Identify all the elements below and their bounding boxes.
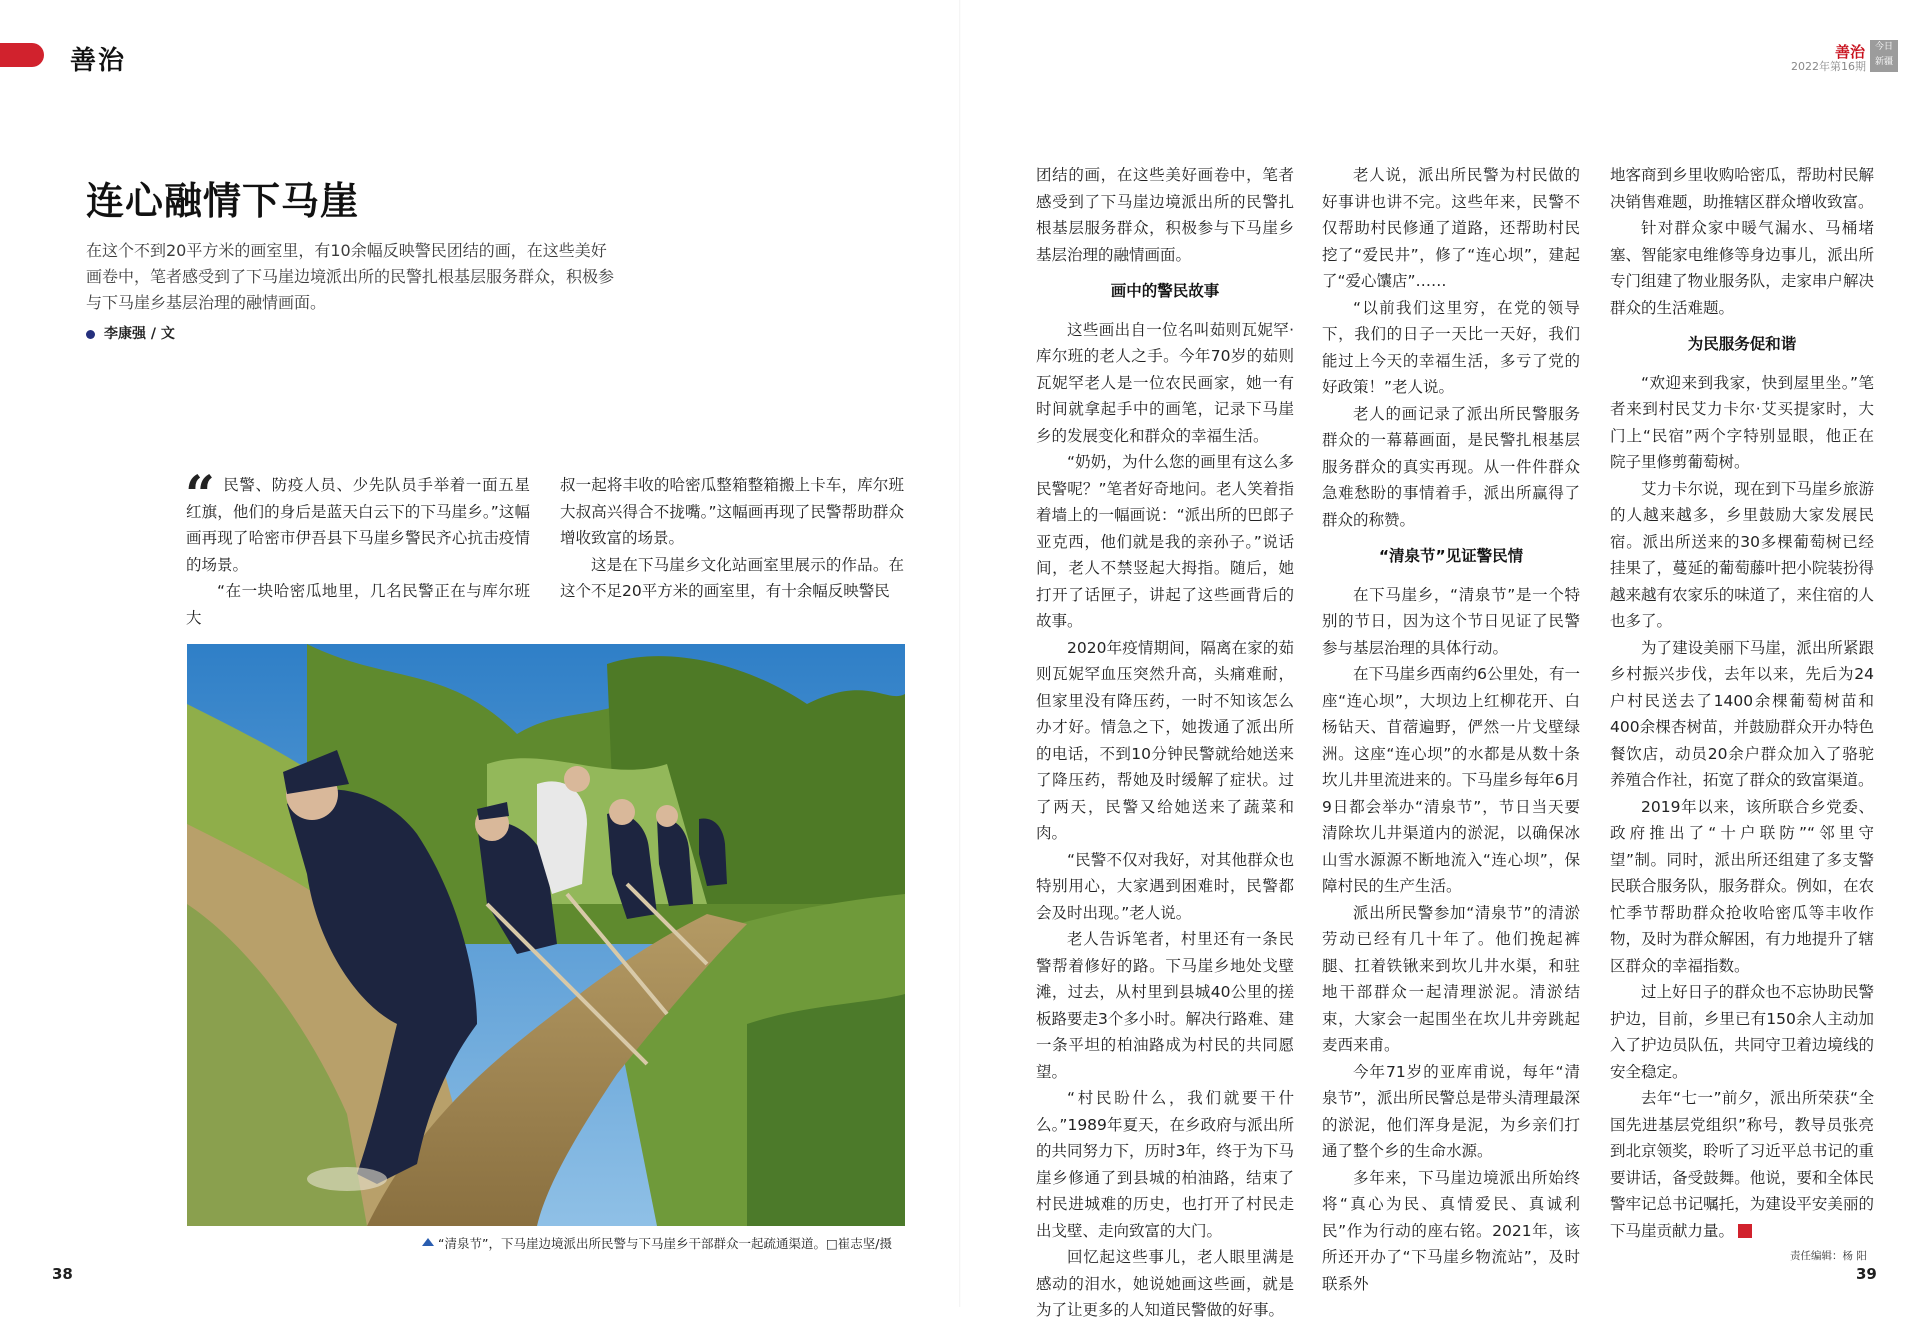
editor-credit: 责任编辑：杨 阳 — [1790, 1250, 1867, 1262]
photo-illustration — [187, 644, 905, 1226]
logo-line2: 新疆 — [1874, 57, 1893, 67]
paragraph: 派出所民警参加“清泉节”的清淤劳动已经有几十年了。他们挽起裤腿、扛着铁锹来到坎儿井水渠，和驻地干部群众一起清理淤泥。清淤结束，大家会一起围坐在坎儿井旁跳起麦西来甫。 — [1322, 903, 1580, 1054]
page-number-right: 39 — [1856, 1265, 1877, 1283]
paragraph: 团结的画，在这些美好画卷中，笔者感受到了下马崖边境派出所的民警扎根基层服务群众，积极参与下马崖乡基层治理的融情画面。 — [1036, 166, 1294, 264]
paragraph: 这些画出自一位名叫茹则瓦妮罕·库尔班的老人之手。今年70岁的茹则瓦妮罕老人是一位农民画家，她一有时间就拿起手中的画笔，记录下马崖乡的发展变化和群众的幸福生活。 — [1036, 320, 1294, 445]
quote-paragraph: 叔一起将丰收的哈密瓜整箱整箱搬上卡车，库尔班大叔高兴得合不拢嘴。”这幅画再现了民警帮助群众增收致富的场景。 — [560, 476, 904, 547]
section-tab-marker — [0, 43, 44, 67]
page-number-left: 38 — [52, 1265, 73, 1283]
text-column-3 — [1036, 162, 1294, 1324]
section-name-left: 善治 — [70, 46, 127, 76]
paragraph: 多年来，下马崖边境派出所始终将“真心为民、真情爱民、真诚利民”作为行动的座右铭。2021年，该所还开办了“下马崖乡物流站”，及时联系外 — [1322, 1168, 1580, 1293]
quote-mark-icon: “ — [185, 465, 215, 526]
article-title: 连心融情下马崖 — [86, 179, 360, 223]
byline-bullet — [86, 330, 95, 339]
paragraph: 2019年以来，该所联合乡党委、政府推出了“十户联防”“邻里守望”制。同时，派出所还组建了多支警民联合服务队，服务群众。例如，在农忙季节帮助群众抢收哈密瓜等丰收作物，及时为群众解困，有力地提升了辖区群众的幸福指数。 — [1610, 797, 1874, 975]
paragraph: 针对群众家中暖气漏水、马桶堵塞、智能家电维修等身边事儿，派出所专门组建了物业服务队，走家串户解决群众的生活难题。 — [1610, 219, 1874, 317]
page-spread-gutter — [959, 0, 961, 1307]
paragraph: 地客商到乡里收购哈密瓜，帮助村民解决销售难题，助推辖区群众增收致富。 — [1610, 166, 1874, 211]
quote-column-2 — [560, 472, 904, 605]
paragraph: 老人的画记录了派出所民警服务群众的一幕幕画面，是民警扎根基层服务群众的真实再现。从一件件群众急难愁盼的事情着手，派出所赢得了群众的称赞。 — [1322, 404, 1580, 529]
article-byline: 李康强 / 文 — [104, 326, 175, 342]
quote-paragraph: 民警、防疫人员、少先队员手举着一面五星红旗，他们的身后是蓝天白云下的下马崖乡。”这幅画再现了哈密市伊吾县下马崖乡警民齐心抗击疫情的场景。 — [186, 476, 530, 574]
quote-paragraph: 这是在下马崖乡文化站画室里展示的作品。在这个不足20平方米的画室里，有十余幅反映警民 — [560, 555, 904, 600]
paragraph: 在下马崖乡，“清泉节”是一个特别的节日，因为这个节日见证了民警参与基层治理的具体行动。 — [1322, 585, 1580, 657]
paragraph: 过上好日子的群众也不忘协助民警护边，目前，乡里已有150余人主动加入了护边员队伍，共同守卫着边境线的安全稳定。 — [1610, 983, 1874, 1081]
paragraph: “以前我们这里穷，在党的领导下，我们的日子一天比一天好，我们能过上今天的幸福生活，多亏了党的好政策！”老人说。 — [1322, 298, 1580, 396]
paragraph: 在下马崖乡西南约6公里处，有一座“连心坝”，大坝边上红柳花开、白杨钻天、苜蓿遍野，俨然一片戈壁绿洲。这座“连心坝”的水都是从数十条坎儿井里流进来的。下马崖乡每年6月9日都会举办“清泉节”，节日当天要清除坎儿井渠道内的淤泥，以确保冰山雪水源源不断地流入“连心坝”，保障村民的生产生活。 — [1322, 665, 1580, 895]
paragraph: “村民盼什么，我们就要干什么。”1989年夏天，在乡政府与派出所的共同努力下，历时3年，终于为下马崖乡修通了到县城的柏油路，结束了村民进城难的历史，也打开了村民走出戈壁、走向致富的大门。 — [1036, 1089, 1294, 1240]
paragraph: 为了建设美丽下马崖，派出所紧跟乡村振兴步伐，去年以来，先后为24户村民送去了1400余棵葡萄树苗和400余棵杏树苗，并鼓励群众开办特色餐饮店，动员20余户群众加入了骆驼养殖合作社，拓宽了群众的致富渠道。 — [1610, 638, 1874, 789]
caption-triangle-icon — [422, 1238, 434, 1246]
subheading: “清泉节”见证警民情 — [1378, 547, 1524, 565]
end-mark-icon — [1738, 1224, 1752, 1238]
paragraph: “民警不仅对我好，对其他群众也特别用心，大家遇到困难时，民警都会及时出现。”老人说。 — [1036, 850, 1294, 922]
paragraph: 今年71岁的亚库甫说，每年“清泉节”，派出所民警总是带头清理最深的淤泥，他们浑身是泥，为乡亲们打通了整个乡的生命水源。 — [1322, 1062, 1580, 1160]
paragraph: 老人说，派出所民警为村民做的好事讲也讲不完。这些年来，民警不仅帮助村民修通了道路，还帮助村民挖了“爱民井”，修了“连心坝”，建起了“爱心馕店”…… — [1322, 166, 1580, 290]
quote-paragraph: “在一块哈密瓜地里，几名民警正在与库尔班大 — [186, 582, 530, 627]
issue-label: 2022年第16期 — [1791, 60, 1866, 73]
paragraph-text: 去年“七一”前夕，派出所荣获“全国先进基层党组织”称号，教导员张亮到北京领奖，聆听了习近平总书记的重要讲话，备受鼓舞。他说，要和全体民警牢记总书记嘱托，为建设平安美丽的下马崖贡献力量。 — [1610, 1089, 1874, 1240]
paragraph: 老人告诉笔者，村里还有一条民警帮着修好的路。下马崖乡地处戈壁滩，过去，从村里到县城40公里的搓板路要走3个多小时。解决行路难、建一条平坦的柏油路成为村民的共同愿望。 — [1036, 930, 1294, 1081]
photo-caption: “清泉节”，下马崖边境派出所民警与下马崖乡干部群众一起疏通渠道。□崔志坚/摄 — [438, 1236, 892, 1251]
paragraph: 艾力卡尔说，现在到下马崖乡旅游的人越来越多，乡里鼓励大家发展民宿。派出所送来的30多棵葡萄树已经挂果了，蔓延的葡萄藤叶把小院装扮得越来越有农家乐的味道了，来住宿的人也多了。 — [1610, 479, 1874, 630]
magazine-logo — [1870, 40, 1898, 72]
subheading: 画中的警民故事 — [1110, 282, 1220, 300]
article-lead: 在这个不到20平方米的画室里，有10余幅反映警民团结的画，在这些美好画卷中，笔者感受到了下马崖边境派出所的民警扎根基层服务群众，积极参与下马崖乡基层治理的融情画面。 — [86, 241, 615, 312]
subheading: 为民服务促和谐 — [1687, 335, 1797, 353]
paragraph: “欢迎来到我家，快到屋里坐。”笔者来到村民艾力卡尔·艾买提家时，大门上“民宿”两个字特别显眼，他正在院子里修剪葡萄树。 — [1610, 373, 1874, 471]
paragraph: 2020年疫情期间，隔离在家的茹则瓦妮罕血压突然升高，头痛难耐，但家里没有降压药，一时不知该怎么办才好。情急之下，她拨通了派出所的电话，不到10分钟民警就给她送来了降压药，帮她及时缓解了症状。过了两天，民警又给她送来了蔬菜和肉。 — [1036, 638, 1294, 842]
section-name-right: 善治 — [1835, 43, 1866, 61]
text-column-4 — [1322, 162, 1580, 1297]
text-column-5 — [1610, 162, 1874, 1244]
paragraph: 回忆起这些事儿，老人眼里满是感动的泪水，她说她画这些画，就是为了让更多的人知道民警做的好事。 — [1036, 1248, 1294, 1319]
logo-line1: 今日 — [1874, 42, 1893, 52]
paragraph-last — [1610, 1085, 1874, 1244]
article-photo — [187, 644, 905, 1226]
paragraph: “奶奶，为什么您的画里有这么多民警呢？”笔者好奇地问。老人笑着指着墙上的一幅画说：“派出所的巴郎子亚克西，他们就是我的亲孙子。”说话间，老人不禁竖起大拇指。随后，她打开了话匣子，讲起了这些画背后的故事。 — [1036, 453, 1294, 630]
quote-column-1 — [185, 465, 530, 631]
